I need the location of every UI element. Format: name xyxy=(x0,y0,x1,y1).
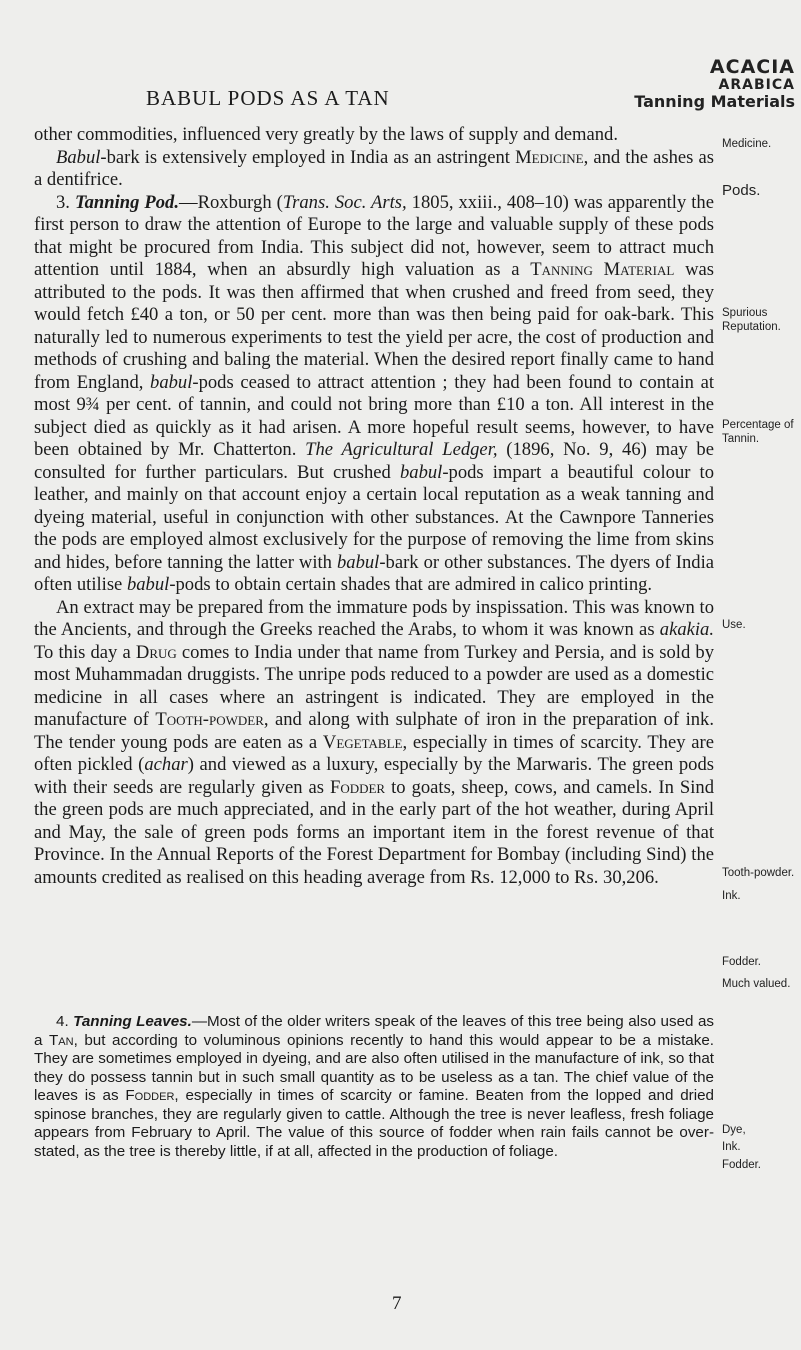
paragraph-tanning-pod: 3. Tanning Pod.—Roxburgh (Trans. Soc. Arts, 1805, xxiii., 408–10) was apparently the first person to draw the attention of Europe to the large and valuable supply of these pods that might be procured from India. This subject did not, however, seem to attract much attention until 1884, when an absurdly high valuation as a Tanning Material was attributed to the pods. It was then affirmed that when crushed and freed from seed, they would fetch £40 a ton, or 50 per cent. more than was then being paid for oak-bark. This naturally led to numerous experiments to test the yield per acre, the cost of production and methods of crushing and baling the material. When the desired report finally came to hand from England, babul-pods ceased to attract attention ; they had been found to contain at most 9¾ per cent. of tannin, and could not bring more than £10 a ton. All interest in the subject died as quickly as it had arisen. A more hopeful result seems, however, to have been obtained by Mr. Chatterton. The Agricultural Ledger, (1896, No. 9, 46) may be consulted for further particulars. But crushed babul-pods impart a beautiful colour to leather, and mainly on that account enjoy a certain local reputation as a weak tanning and dyeing material, useful in conjunction with other substances. At the Cawnpore Tanneries the pods are employed almost exclusively for the purpose of removing the lime from skins and hides, before tanning the latter with babul-bark or other substances. The dyers of India often utilise babul-pods to obtain certain shades that are admired in calico printing. xyxy=(34,191,715,595)
margin-note-much-valued: Much valued. xyxy=(722,978,791,990)
margin-note-tannin: Tannin. xyxy=(722,433,760,445)
margin-note-spurious: Spurious xyxy=(722,307,768,319)
margin-note-pods: Pods. xyxy=(722,182,761,199)
section-heading: Tanning Leaves. xyxy=(73,1013,192,1030)
paragraph-extract: An extract may be prepared from the immature pods by inspissation. This was known to the Ancients, and through the Greeks reached the Arabs, to whom it was known as akakia. To this day a Drug comes to India under that name from Turkey and Persia, and is sold by most Muhammadan druggists. The unripe pods reduced to a powder are used as a domestic medicine in all cases where an astringent is indicated. They are employed in the manufacture of Tooth-powder, and along with sulphate of iron in the preparation of ink. The tender young pods are eaten as a Vegetable, especially in times of scarcity. They are often pickled (achar) and viewed as a luxury, especially by the Marwaris. The green pods with their seeds are regularly given as Fodder to goats, sheep, cows, and camels. In Sind the green pods are much appreciated, and in the early part of the hot weather, during April and May, the sale of green pods forms an important item in the forest revenue of that Province. In the Annual Reports of the Forest Department for Bombay (including Sind) the amounts credited as realised on this heading average from Rs. 12,000 to Rs. 30,206. xyxy=(34,596,715,888)
section-heading: Tanning Pod. xyxy=(74,191,179,213)
section-subtitle: ARABICA xyxy=(718,76,795,93)
margin-note-tooth-powder: Tooth-powder. xyxy=(722,867,795,879)
section-header xyxy=(634,57,795,111)
section-category: Tanning Materials xyxy=(634,92,795,112)
margin-note-use: Use. xyxy=(722,619,746,631)
margin-note-percentage: Percentage of xyxy=(722,419,794,431)
page-number: 7 xyxy=(392,1293,402,1314)
margin-note-reputation: Reputation. xyxy=(722,321,781,333)
margin-note-ink-2: Ink. xyxy=(722,1141,741,1153)
main-text xyxy=(34,124,714,889)
running-title: BABUL PODS AS A TAN xyxy=(146,86,390,110)
paragraph-continuation: other commodities, influenced very greatly by the laws of supply and demand. xyxy=(34,124,618,145)
margin-note-fodder-2: Fodder. xyxy=(722,1159,761,1171)
section-title: ACACIA xyxy=(709,56,795,78)
margin-note-medicine: Medicine. xyxy=(722,138,772,150)
paragraph-medicine: Babul-bark is extensively employed in India as an astringent Medicine, and the ashes as a dentifrice. xyxy=(34,146,714,190)
margin-note-fodder: Fodder. xyxy=(722,956,761,968)
small-print-text xyxy=(34,1013,714,1161)
margin-note-dye: Dye, xyxy=(722,1124,746,1136)
margin-note-ink: Ink. xyxy=(722,890,741,902)
paragraph-tanning-leaves: 4. Tanning Leaves.—Most of the older writers speak of the leaves of this tree being also used as a Tan, but according to voluminous opinions recently to hand this would appear to be a mistake. They are sometimes employed in dyeing, and are also often utilised in the manufacture of ink, so that they do possess tannin but in such small quantity as to be useless as a tan. The chief value of the leaves is as Fodder, especially in times of scarcity or famine. Beaten from the lopped and dried spinose branches, they are regularly given to cattle. Although the tree is never leafless, fresh foliage appears from February to April. The value of this source of fodder when rain fails cannot be over-stated, as the tree is thereby little, if at all, affected in the production of foliage. xyxy=(34,1013,715,1160)
